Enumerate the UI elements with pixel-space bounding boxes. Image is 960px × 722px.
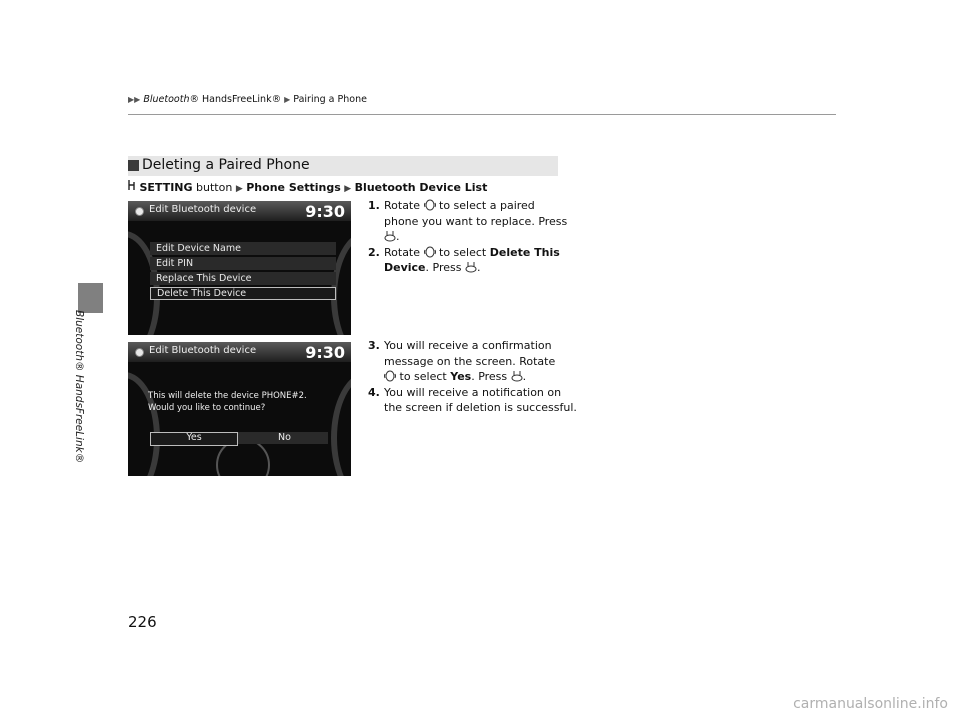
path-device-list: Bluetooth Device List: [354, 181, 488, 194]
step-text: .: [522, 370, 527, 383]
chapter-side-label: [73, 310, 102, 560]
screen-clock: 9:30: [305, 343, 345, 362]
screen-decor-arc: [128, 372, 160, 476]
confirmation-message: [148, 390, 307, 414]
confirmation-line-2: Would you like to continue?: [148, 403, 266, 413]
screen-title-dot-icon: [135, 348, 144, 357]
navigation-path: [128, 180, 487, 194]
no-button[interactable]: No: [238, 432, 328, 444]
breadcrumb-arrow-icon: ▶: [284, 95, 291, 104]
screen-decor-arc: [331, 372, 351, 476]
enter-press-icon: [511, 370, 523, 382]
screenshot-edit-device-menu: [128, 201, 351, 335]
home-icon: [128, 181, 140, 194]
header-divider: [128, 114, 836, 115]
breadcrumb-handsfreelink[interactable]: ® HandsFreeLink®: [189, 94, 282, 105]
breadcrumb: [128, 94, 367, 105]
interface-dial-icon: [424, 246, 436, 258]
screen-title-bar: [128, 201, 351, 221]
step-number: 4.: [368, 385, 380, 399]
section-title: Deleting a Paired Phone: [142, 157, 310, 173]
step-text: to select a paired: [439, 199, 535, 212]
watermark[interactable]: carmanualsonline.info: [793, 696, 948, 712]
screenshot-delete-confirmation: [128, 342, 351, 476]
menu-item-edit-pin[interactable]: Edit PIN: [150, 257, 336, 270]
chapter-tab-marker: [78, 283, 103, 313]
step-text: . Press: [425, 261, 462, 274]
breadcrumb-bluetooth[interactable]: Bluetooth: [143, 94, 190, 105]
step-text: Rotate: [384, 245, 421, 259]
steps-block-1: [368, 198, 568, 276]
breadcrumb-pairing-a-phone[interactable]: Pairing a Phone: [293, 94, 367, 105]
screen-title: Edit Bluetooth device: [149, 204, 257, 215]
menu-item-delete-device[interactable]: Delete This Device: [150, 287, 336, 300]
screen-title-bar: [128, 342, 351, 362]
step-number: 2.: [368, 245, 380, 259]
path-setting: SETTING: [139, 181, 193, 194]
step-text: . Press: [471, 370, 508, 383]
interface-dial-icon: [424, 199, 436, 211]
step-text: You will receive a confirmation: [384, 339, 552, 352]
step-bold-device: Device: [384, 261, 426, 274]
section-heading: [128, 156, 558, 176]
step-number: 3.: [368, 339, 380, 352]
enter-press-icon: [465, 261, 477, 273]
menu-item-replace-device[interactable]: Replace This Device: [150, 272, 336, 285]
page-number: 226: [128, 613, 157, 631]
screen-title: Edit Bluetooth device: [149, 345, 257, 356]
enter-press-icon: [384, 230, 396, 242]
screen-clock: 9:30: [305, 202, 345, 221]
step-text: phone you want to replace. Press: [384, 214, 568, 228]
menu-item-edit-device-name[interactable]: Edit Device Name: [150, 242, 336, 255]
step-text: the screen if deletion is successful.: [384, 401, 577, 414]
step-text: You will receive a notification on: [384, 385, 562, 399]
step-text: to select: [399, 370, 447, 383]
step-bold-delete-this: Delete This: [489, 245, 560, 259]
step-bold-yes: Yes: [450, 370, 472, 383]
path-arrow-icon: ▶: [235, 184, 243, 194]
section-square-icon: [128, 160, 139, 171]
yes-button[interactable]: Yes: [150, 432, 238, 446]
step-text: Rotate: [384, 199, 421, 212]
path-button-word: button: [196, 181, 233, 194]
screen-title-dot-icon: [135, 207, 144, 216]
path-arrow-icon: ▶: [344, 184, 352, 194]
path-phone-settings: Phone Settings: [246, 181, 341, 194]
breadcrumb-arrow-icon: ▶▶: [128, 95, 141, 104]
confirmation-line-1: This will delete the device PHONE#2.: [148, 391, 307, 401]
step-number: 1.: [368, 199, 380, 212]
step-text: message on the screen. Rotate: [384, 354, 556, 368]
step-text: to select: [439, 245, 487, 259]
steps-block-2: [368, 338, 577, 416]
chapter-side-label-text: Bluetooth® HandsFreeLink®: [73, 310, 85, 464]
step-text: .: [476, 261, 481, 274]
step-text: .: [396, 230, 400, 243]
interface-dial-icon: [384, 370, 396, 382]
